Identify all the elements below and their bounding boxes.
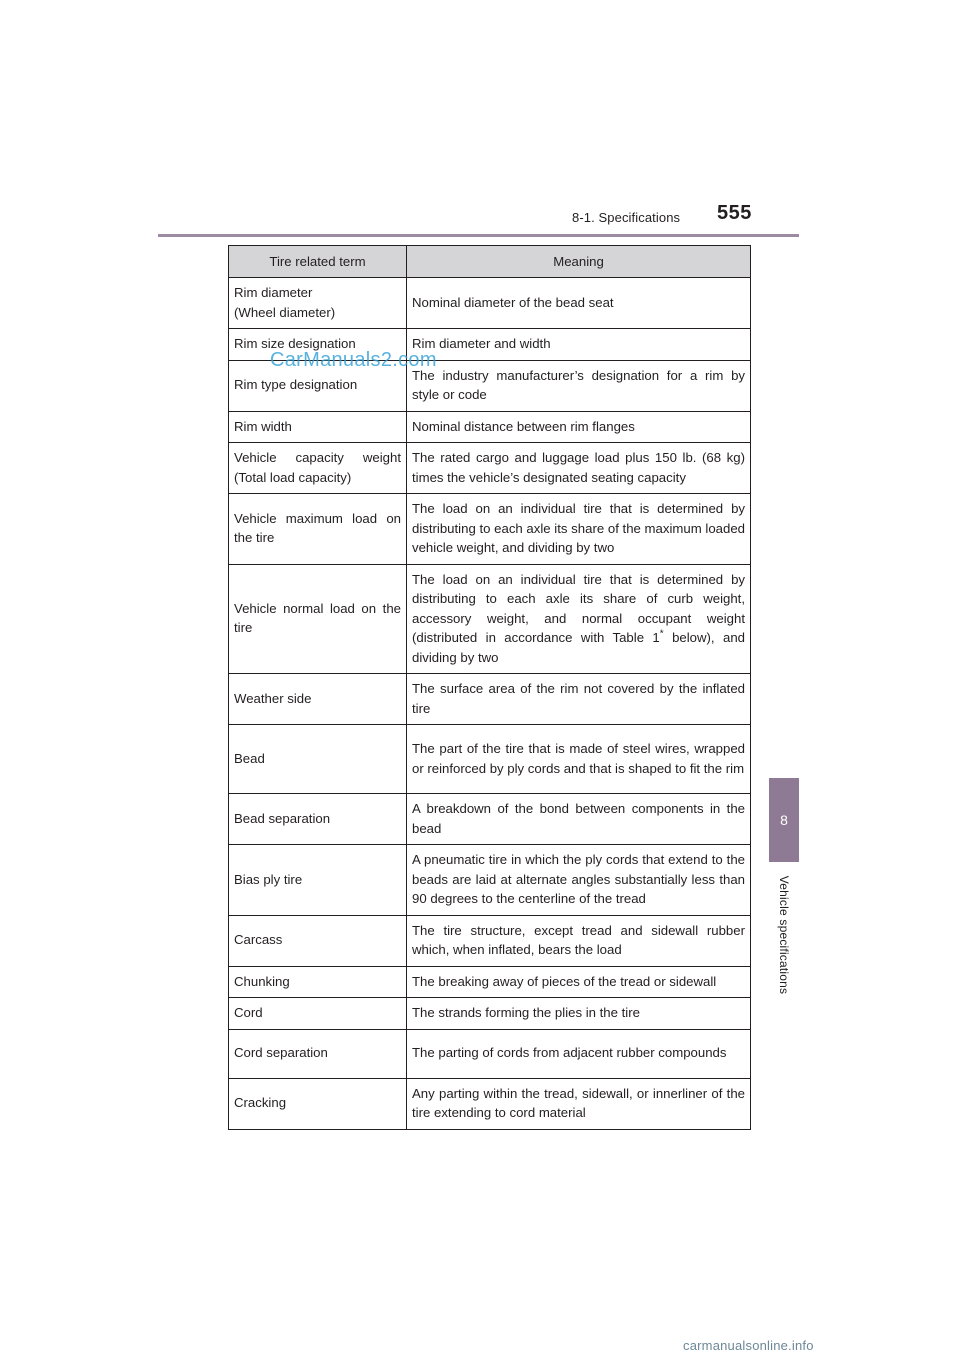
term-cell: Cord [229, 998, 407, 1030]
meaning-cell: The tire structure, except tread and sidewall rubber which, when inflated, bears the load [407, 915, 751, 966]
term-cell [229, 278, 407, 329]
term-cell: Cord separation [229, 1029, 407, 1078]
footnote-mark: * [659, 628, 664, 640]
term-cell: Rim size designation [229, 329, 407, 361]
chapter-number: 8 [780, 812, 788, 828]
meaning-cell: A pneumatic tire in which the ply cords that extend to the beads are laid at alternate angles substantially less than 90 degrees to the centerline of the tread [407, 845, 751, 916]
table-row [229, 794, 751, 845]
term-cell: Bead [229, 725, 407, 794]
term-cell: Vehicle capacity weight (Total load capacity) [229, 443, 407, 494]
table-row [229, 998, 751, 1030]
table-row [229, 1029, 751, 1078]
tire-terms-table [228, 245, 751, 1130]
watermark-text: CarManuals2.com [270, 349, 437, 371]
page-number: 555 [717, 202, 752, 224]
term-cell: Chunking [229, 966, 407, 998]
term-cell: Cracking [229, 1078, 407, 1129]
meaning-cell: The parting of cords from adjacent rubber compounds [407, 1029, 751, 1078]
meaning-cell: The industry manufacturer’s designation for a rim by style or code [407, 360, 751, 411]
meaning-cell: Nominal diameter of the bead seat [407, 278, 751, 329]
table-row [229, 443, 751, 494]
column-header-meaning: Meaning [407, 246, 751, 278]
table-row [229, 674, 751, 725]
term-cell: Vehicle normal load on the tire [229, 564, 407, 674]
section-title: 8-1. Specifications [572, 210, 681, 225]
meaning-cell: The rated cargo and luggage load plus 150 lb. (68 kg) times the vehicle’s designated seating capacity [407, 443, 751, 494]
chapter-label: Vehicle specifications [777, 875, 791, 995]
table-row [229, 915, 751, 966]
chapter-tab[interactable] [769, 778, 799, 862]
term-text: Rim diameter (Wheel diameter) [234, 285, 336, 320]
table-row [229, 1078, 751, 1129]
table-row [229, 564, 751, 674]
table-row [229, 845, 751, 916]
term-cell: Rim type designation [229, 360, 407, 411]
meaning-cell: Rim diameter and width [407, 329, 751, 361]
term-cell: Carcass [229, 915, 407, 966]
meaning-cell: The part of the tire that is made of steel wires, wrapped or reinforced by ply cords and that is shaped to fit the rim [407, 725, 751, 794]
meaning-cell: The breaking away of pieces of the tread or sidewall [407, 966, 751, 998]
term-cell: Bias ply tire [229, 845, 407, 916]
table-row [229, 494, 751, 565]
footer-watermark-text: carmanualsonline.info [683, 1338, 814, 1353]
term-cell: Vehicle maximum load on the tire [229, 494, 407, 565]
meaning-cell: The surface area of the rim not covered by the inflated tire [407, 674, 751, 725]
term-cell: Weather side [229, 674, 407, 725]
term-cell: Rim width [229, 411, 407, 443]
meaning-cell: The load on an individual tire that is determined by distributing to each axle its share of the maximum loaded vehicle weight, and dividing by two [407, 494, 751, 565]
term-cell: Bead separation [229, 794, 407, 845]
meaning-cell: A breakdown of the bond between components in the bead [407, 794, 751, 845]
meaning-cell: Nominal distance between rim flanges [407, 411, 751, 443]
meaning-cell: Any parting within the tread, sidewall, or innerliner of the tire extending to cord material [407, 1078, 751, 1129]
meaning-text: The load on an individual tire that is determined by distributing to each axle its share of curb weight, accessory weight, and normal occupant weight (distributed in accordance with Table 1 [412, 571, 745, 645]
table-row [229, 725, 751, 794]
meaning-cell [407, 564, 751, 674]
table-row [229, 411, 751, 443]
header-divider [158, 234, 799, 237]
table-header-row [229, 246, 751, 278]
meaning-text: below), and dividing by two [412, 630, 745, 665]
table-row [229, 278, 751, 329]
table-row [229, 966, 751, 998]
meaning-cell: The strands forming the plies in the tire [407, 998, 751, 1030]
column-header-term: Tire related term [229, 246, 407, 278]
